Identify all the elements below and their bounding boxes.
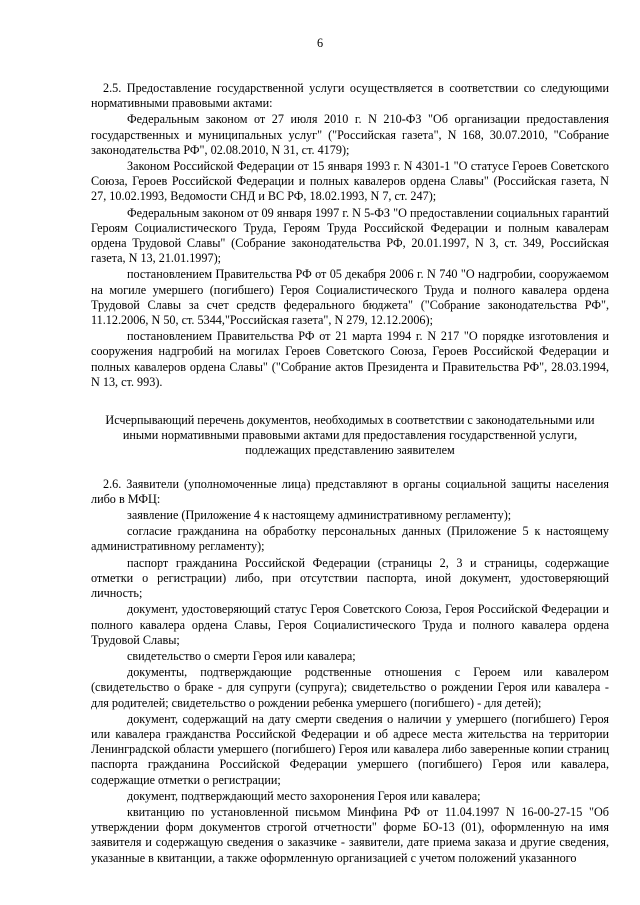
document-list-item: документы, подтверждающие родственные отношения с Героем или кавалером (свидетельство о браке - для супруги (супруга); свидетельство о рождении Героя или кавалера - для родителей; свидетельство о рождении ребенка умершего (погибшего) - для детей);	[91, 665, 609, 710]
legal-act-paragraph: Федеральным законом от 27 июля 2010 г. N 210-ФЗ "Об организации предоставления государственных и муниципальных услуг" ("Российская газета", N 168, 30.07.2010, "Собрание законодательства РФ", 02.08.2010, N 31, ст. 4179);	[91, 112, 609, 157]
document-list-item: свидетельство о смерти Героя или кавалера;	[127, 648, 356, 663]
document-list-item: квитанцию по установленной письмом Минфина РФ от 11.04.1997 N 16-00-27-15 "Об утверждении форм документов строгой отчетности" форме БО-13 (01), оформленную на имя заявителя и содержащую сведения о заказчике - заявители, дате приема заказа и другие сведения, указанные в квитанции, а также оформленную организацией с учетом положений указанного	[91, 804, 609, 865]
document-list-item: документ, содержащий на дату смерти сведения о наличии у умершего (погибшего) Героя или кавалера гражданства Российской Федерации и об адресе места жительства на территории Ленинградской области умершего (погибшего) Героя или кавалера либо заверенные копии страниц паспорта гражданина Российской Федерации умершего (погибшего) Героя или кавалера, содержащие отметки о регистрации;	[91, 711, 609, 787]
document-list-item: согласие гражданина на обработку персональных данных (Приложение 5 к настоящему административному регламенту);	[91, 524, 609, 554]
document-body	[91, 81, 609, 867]
section-2-5-intro: 2.5. Предоставление государственной услуги осуществляется в соответствии со следующими нормативными правовыми актами:	[91, 81, 609, 111]
heading-line: Исчерпывающий перечень документов, необходимых в соответствии с законодательными или	[105, 413, 595, 428]
legal-act-paragraph: постановлением Правительства РФ от 21 марта 1994 г. N 217 "О порядке изготовления и сооружения надгробий на могилах Героев Советского Союза, Героев Российской Федерации и полных кавалеров ордена Славы" ("Собрание актов Президента и Правительства РФ", 28.03.1994, N 13, ст. 993).	[91, 329, 609, 389]
heading-line: подлежащих представлению заявителем	[245, 443, 455, 458]
document-list-item: документ, подтверждающий место захоронения Героя или кавалера;	[127, 788, 481, 803]
spacer	[91, 459, 609, 477]
legal-act-paragraph: постановлением Правительства РФ от 05 декабря 2006 г. N 740 "О надгробии, сооружаемом на могиле умершего (погибшего) Героя Социалистического Труда и полного кавалера ордена Трудовой Славы за счет средств федерального бюджета" ("Собрание законодательства РФ", 11.12.2006, N 50, ст. 5344,"Российская газета", N 279, 12.12.2006);	[91, 267, 609, 328]
legal-act-paragraph: Законом Российской Федерации от 15 января 1993 г. N 4301-1 "О статусе Героев Советского Союза, Героев Российской Федерации и полных кавалеров ордена Славы" (Российская газета, N 27, 10.02.1993, Ведомости СНД и ВС РФ, 18.02.1993, N 7, ст. 247);	[91, 159, 609, 204]
spacer	[91, 391, 609, 413]
document-list-item: паспорт гражданина Российской Федерации (страницы 2, 3 и страницы, содержащие отметки о регистрации) либо, при отсутствии паспорта, иной документ, удостоверяющий личность;	[91, 555, 609, 601]
document-list-item: заявление (Приложение 4 к настоящему административному регламенту);	[127, 508, 512, 523]
document-list-item: документ, удостоверяющий статус Героя Советского Союза, Героя Российской Федерации и полного кавалера ордена Славы, Героя Социалистического Труда и полного кавалера ордена Трудовой Славы;	[91, 602, 609, 647]
page-number: 6	[316, 36, 324, 50]
section-2-6-intro: 2.6. Заявители (уполномоченные лица) представляют в органы социальной защиты населения либо в МФЦ:	[91, 476, 609, 506]
heading-line: иными нормативными правовыми актами для предоставления государственной услуги,	[122, 428, 578, 443]
legal-act-paragraph: Федеральным законом от 09 января 1997 г. N 5-ФЗ "О предоставлении социальных гарантий Героям Социалистического Труда, Героям Труда Российской Федерации и полным кавалерам ордена Трудовой Славы" (Собрание законодательства РФ, 20.01.1997, N 3, ст. 349, Российская газета, N 13, 21.01.1997);	[91, 205, 609, 266]
section-heading	[91, 413, 609, 459]
